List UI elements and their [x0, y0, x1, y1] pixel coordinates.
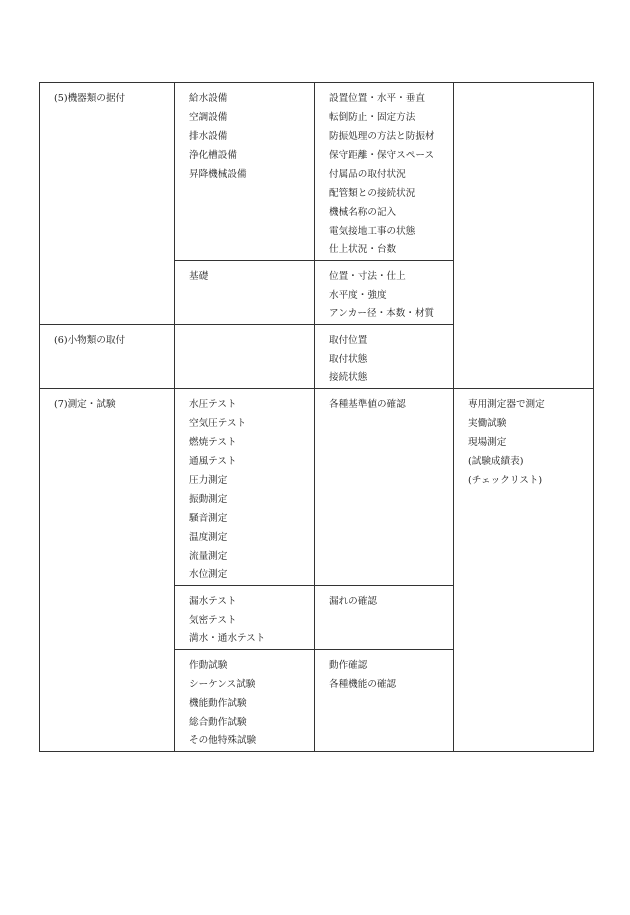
check-text: 転倒防止・固定方法	[329, 112, 416, 123]
check-text: 漏れの確認	[329, 596, 377, 607]
item-text: シーケンス試験	[189, 679, 256, 690]
method-text: (試験成績表)	[468, 456, 524, 467]
check-cell	[315, 586, 454, 650]
check-text: 動作確認	[329, 660, 368, 671]
check-text: 水平度・強度	[329, 290, 387, 301]
category-label: (6)小物類の取付	[54, 335, 126, 346]
check-cell	[315, 261, 454, 325]
check-text: 位置・寸法・仕上	[329, 271, 406, 282]
check-text: 仕上状況・台数	[329, 244, 397, 255]
check-cell	[315, 389, 454, 586]
category-label: (7)測定・試験	[54, 399, 116, 410]
item-cell	[175, 389, 315, 586]
item-text: 騒音測定	[189, 513, 228, 524]
method-text: 現場測定	[468, 437, 507, 448]
item-text: 気密テスト	[189, 615, 237, 626]
category-cell	[40, 83, 175, 325]
item-text: 振動測定	[189, 494, 228, 505]
category-cell	[40, 389, 175, 752]
item-text: 昇降機械設備	[189, 169, 247, 180]
method-text: 専用測定器で測定	[468, 399, 545, 410]
item-text: 基礎	[189, 271, 209, 282]
item-text: 漏水テスト	[189, 596, 237, 607]
table-row-5a	[40, 83, 594, 261]
inspection-table	[39, 82, 594, 752]
item-text: 温度測定	[189, 532, 228, 543]
method-cell	[454, 389, 594, 752]
item-text: 圧力測定	[189, 475, 228, 486]
method-text: 実働試験	[468, 418, 507, 429]
check-text: 各種機能の確認	[329, 679, 397, 690]
item-cell	[175, 586, 315, 650]
check-text: アンカー径・本数・材質	[329, 308, 435, 319]
item-text: 流量測定	[189, 551, 228, 562]
category-cell	[40, 325, 175, 389]
item-cell	[175, 261, 315, 325]
item-cell	[175, 650, 315, 752]
item-text: 空調設備	[189, 112, 228, 123]
check-text: 各種基準値の確認	[329, 399, 406, 410]
check-cell	[315, 325, 454, 389]
item-text: 空気圧テスト	[189, 418, 247, 429]
check-text: 接続状態	[329, 372, 368, 383]
item-text: 機能動作試験	[189, 698, 247, 709]
check-text: 電気接地工事の状態	[329, 226, 416, 237]
item-text: 燃焼テスト	[189, 437, 237, 448]
item-cell	[175, 83, 315, 261]
item-text: 給水設備	[189, 93, 228, 104]
item-text: 浄化槽設備	[189, 150, 237, 161]
item-text: 総合動作試験	[189, 717, 247, 728]
check-cell	[315, 83, 454, 261]
check-text: 保守距離・保守スペース	[329, 150, 435, 161]
check-text: 取付位置	[329, 335, 368, 346]
check-text: 設置位置・水平・垂直	[329, 93, 425, 104]
item-text: その他特殊試験	[189, 735, 257, 746]
item-text: 満水・通水テスト	[189, 633, 266, 644]
item-text: 水圧テスト	[189, 399, 237, 410]
check-text: 付属品の取付状況	[329, 169, 406, 180]
category-label: (5)機器類の据付	[54, 93, 126, 104]
item-text: 水位測定	[189, 569, 228, 580]
check-text: 防振処理の方法と防振材	[329, 131, 435, 142]
check-text: 配管類との接続状況	[329, 188, 416, 199]
method-text: (チェックリスト)	[468, 475, 543, 486]
check-cell	[315, 650, 454, 752]
check-text: 機械名称の記入	[329, 207, 397, 218]
item-cell	[175, 325, 315, 389]
method-cell	[454, 83, 594, 389]
item-text: 作動試験	[189, 660, 228, 671]
table-row-7a	[40, 389, 594, 586]
item-text: 通風テスト	[189, 456, 237, 467]
check-text: 取付状態	[329, 354, 368, 365]
item-text: 排水設備	[189, 131, 228, 142]
